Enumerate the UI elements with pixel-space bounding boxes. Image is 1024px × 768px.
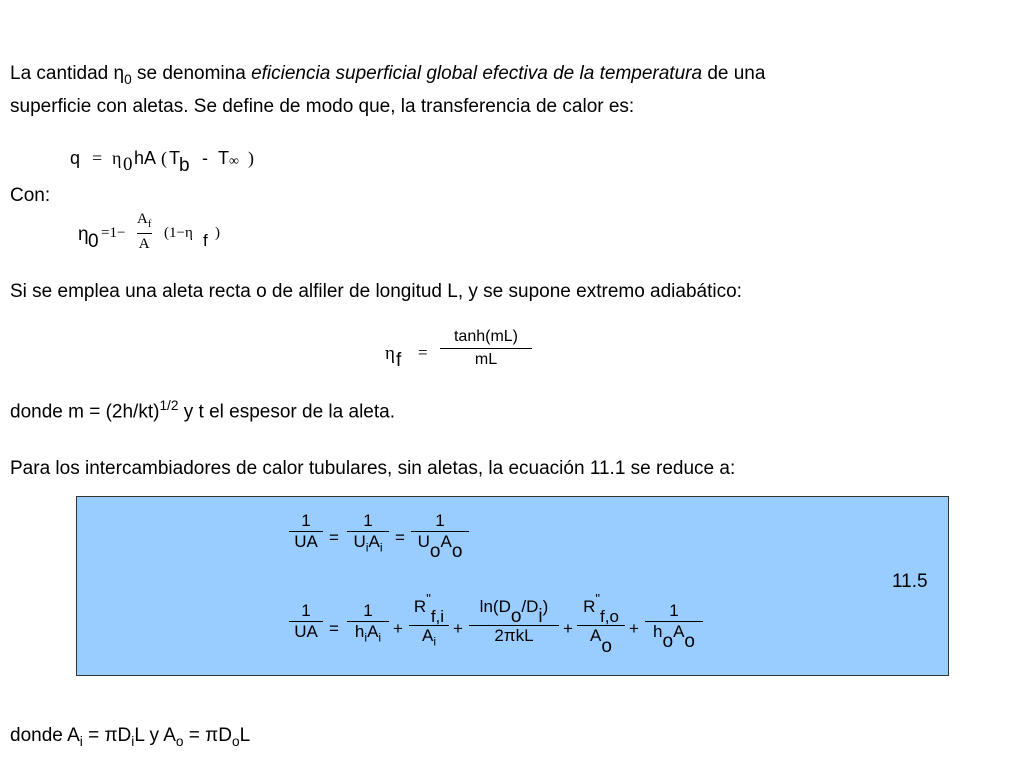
r1-f3-den-b: A — [440, 532, 452, 551]
eq-rparen: ) — [248, 148, 254, 168]
etaf-num: tanh(mL) — [453, 328, 519, 345]
r1-f3-den-b-sub: o — [451, 541, 463, 563]
r2-plus3: + — [563, 619, 573, 638]
r2-f6-den — [645, 621, 703, 653]
intro-line-1 — [10, 60, 765, 93]
eta0-sub: 0 — [88, 231, 99, 252]
equation-number: 11.5 — [892, 571, 928, 592]
tubular-paragraph: Para los intercambiadores de calor tubulares, sin aletas, la ecuación 11.1 se reduce a: — [10, 458, 736, 479]
r2-f2-den-b: A — [367, 622, 379, 641]
r2-f1-den: UA — [289, 621, 323, 642]
r2-f3-den-sub: i — [433, 634, 437, 649]
eq-eta: η — [112, 148, 122, 168]
r2-f6-den-a-sub: o — [662, 631, 674, 653]
final-mid1: = πD — [82, 725, 132, 746]
r2-f4-num-a: ln(D — [479, 597, 511, 616]
r1-f3-den-a: U — [417, 532, 430, 551]
r2-f3-num-R: R — [413, 597, 427, 616]
eq-T: T — [169, 148, 180, 168]
r2-f3-num-sub: f,i — [430, 607, 445, 627]
eta0-tail-sub: f — [203, 231, 208, 250]
etaf-eta: η — [385, 343, 395, 364]
r2-f5-num — [581, 593, 621, 625]
eta0-den: A — [137, 233, 152, 254]
r1-f3-num: 1 — [435, 511, 445, 530]
eta0-eta: η — [78, 224, 89, 245]
etaf-equals: = — [418, 343, 428, 362]
equation-etaf — [385, 326, 545, 376]
intro-paragraph — [10, 60, 765, 120]
eq-lparen: ( — [161, 148, 167, 168]
r1-eq1: = — [329, 528, 339, 547]
fin-paragraph: Si se emplea una aleta recta o de alfiler de longitud L, y se supone extremo adiabático: — [10, 281, 742, 302]
intro-text-1: La cantidad η — [10, 63, 125, 84]
final-line — [10, 722, 250, 755]
r2-f2-den-b-sub: i — [378, 630, 382, 645]
r1-f2-den-a-sub: i — [365, 540, 369, 555]
eq-equals: = — [92, 148, 103, 168]
r2-f5-den-sub: o — [601, 635, 612, 657]
intro-text-2: se denomina — [131, 63, 252, 84]
r2-f3-den — [409, 625, 449, 651]
r2-frac6 — [645, 601, 703, 653]
intro-text-3: de una — [702, 63, 766, 84]
eq-T2: T — [218, 148, 229, 168]
r2-f5-den — [577, 625, 625, 657]
final-sub4: o — [231, 733, 240, 749]
eta0-fraction — [135, 210, 153, 254]
etaf-sub: f — [396, 350, 402, 371]
r2-f3-num — [412, 593, 446, 625]
r2-frac4 — [469, 593, 559, 646]
donde-m-post: y t el espesor de la aleta. — [178, 401, 395, 423]
r2-frac3 — [409, 593, 449, 652]
r1-frac3 — [411, 511, 469, 563]
r1-f1-den: UA — [289, 531, 323, 552]
r1-frac2 — [347, 511, 389, 557]
r2-f6-num: 1 — [669, 601, 679, 620]
r2-f4-den: 2πkL — [469, 625, 559, 646]
r2-f4-num-c: ) — [542, 597, 549, 616]
final-mid3: = πD — [183, 725, 232, 746]
eq-eta-sub: 0 — [123, 154, 133, 175]
r1-f2-den — [347, 531, 389, 557]
r1-f2-num: 1 — [363, 511, 373, 530]
r2-f4-num-sub1: o — [510, 606, 522, 628]
r2-f5-num-R: R — [583, 597, 596, 616]
etaf-den: mL — [440, 348, 532, 371]
r1-f3-den-a-sub: o — [429, 541, 441, 563]
r2-f6-den-b: A — [673, 622, 685, 641]
intro-emphasis: eficiencia superficial global efectiva de la temperatura — [251, 63, 703, 84]
eq-hA: hA — [134, 148, 157, 168]
r1-f1-num: 1 — [301, 511, 311, 530]
r2-f3-den-A: A — [421, 626, 434, 646]
eq-q-symbol: q — [70, 148, 81, 168]
r1-f2-den-b: A — [368, 532, 380, 551]
r2-f6-den-a: h — [653, 622, 663, 641]
r2-f2-den — [347, 621, 389, 647]
final-end: L — [239, 725, 251, 746]
r2-f2-num: 1 — [363, 601, 373, 620]
r2-frac5 — [577, 591, 625, 657]
eta0-num-sub: f — [147, 218, 152, 230]
r2-f2-den-a: h — [354, 622, 365, 641]
r2-f1-num: 1 — [301, 601, 311, 620]
eta0-num — [135, 210, 153, 233]
final-mid2: L y A — [134, 725, 176, 746]
eta0-one-minus: =1− — [101, 225, 126, 241]
final-pre: donde A — [10, 725, 80, 746]
final-sub2: i — [131, 733, 135, 749]
r1-eq2: = — [395, 528, 405, 547]
r2-eq1: = — [329, 619, 339, 638]
con-label: Con: — [10, 185, 51, 206]
r2-f4-num — [478, 593, 551, 628]
r2-plus4: + — [629, 619, 639, 638]
eq-infinity: ∞ — [229, 154, 239, 169]
r2-f2-den-a-sub: i — [364, 630, 368, 645]
eq-minus: - — [202, 148, 208, 168]
etaf-fraction — [440, 326, 532, 371]
final-sub3: o — [175, 733, 184, 749]
eq-T-sub: b — [179, 155, 190, 176]
eta-subscript: 0 — [124, 71, 132, 87]
r2-frac2 — [347, 601, 389, 647]
r2-plus2: + — [453, 619, 463, 638]
r2-f5-num-sup: " — [595, 591, 600, 606]
donde-m-sup: 1/2 — [159, 398, 179, 413]
r2-f3-num-sup: " — [426, 591, 431, 606]
r2-f6-den-b-sub: o — [684, 631, 695, 653]
final-sub1: i — [79, 733, 83, 749]
eta0-tail-end: ) — [215, 225, 220, 241]
r2-plus1: + — [393, 619, 403, 638]
r2-f5-num-sub: f,o — [600, 607, 619, 627]
r1-f2-den-a: U — [353, 532, 366, 551]
donde-m-pre: donde m = (2h/kt) — [10, 401, 160, 423]
intro-line-2: superficie con aletas. Se define de modo que, la transferencia de calor es: — [10, 95, 635, 117]
equation-q — [70, 148, 270, 180]
eta0-tail: (1−η — [164, 225, 193, 241]
equation-eta0 — [78, 210, 238, 260]
r2-f4-num-b: /D — [521, 597, 539, 616]
donde-m-line — [10, 392, 395, 425]
r2-f4-num-sub2: i — [538, 606, 543, 628]
r2-frac1 — [289, 601, 323, 642]
r1-f3-den — [411, 531, 469, 563]
r2-f5-den-A: A — [590, 626, 602, 646]
r1-f2-den-b-sub: i — [379, 540, 383, 555]
equation-box — [76, 496, 949, 676]
eta0-num-A: A — [137, 211, 148, 227]
r1-frac1 — [289, 511, 323, 552]
